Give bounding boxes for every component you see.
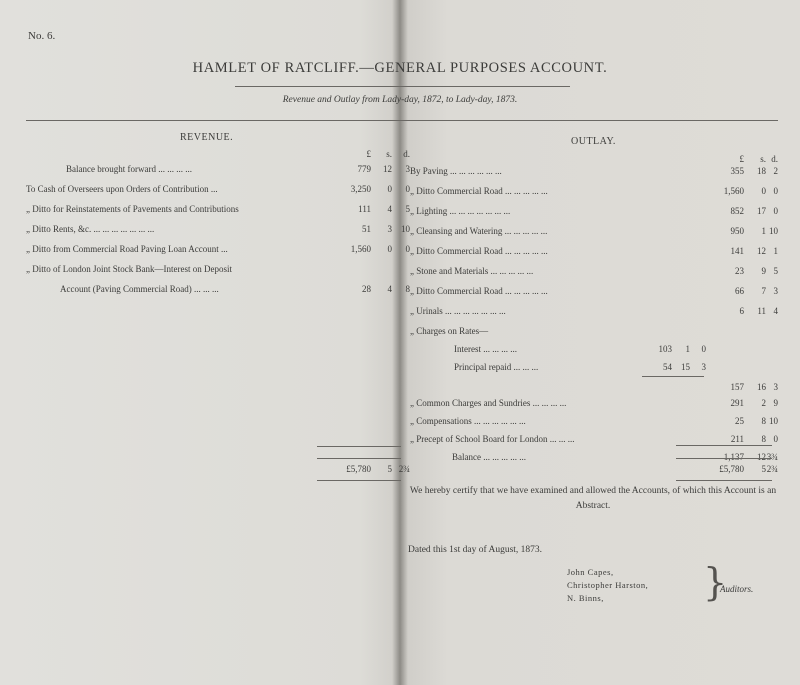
outlay-row-pence: 10 <box>769 416 778 426</box>
revenue-col-shillings: s. <box>386 149 392 159</box>
outlay-total-shillings: 5 <box>761 464 766 474</box>
outlay-total-pence: 2¾ <box>766 464 778 474</box>
outlay-row-label: „ Ditto Commercial Road ... ... ... ... ... <box>410 186 548 196</box>
outlay-row <box>408 324 778 338</box>
revenue-row-shillings: 12 <box>383 164 392 174</box>
outlay-subrow <box>408 342 778 356</box>
outlay-col-pounds: £ <box>739 154 744 164</box>
outlay-total-rule-bottom <box>676 480 772 481</box>
outlay-row-pounds: 6 <box>739 306 744 316</box>
revenue-total-pounds: £5,780 <box>346 464 371 474</box>
outlay-row-shillings: 18 <box>757 166 766 176</box>
revenue-row-label: Balance brought forward ... ... ... ... <box>66 164 192 174</box>
outlay-row <box>408 184 778 198</box>
revenue-row-pence: 0 <box>405 244 410 254</box>
revenue-row-pence: 10 <box>401 224 410 234</box>
outlay-row-shillings: 12 <box>757 246 766 256</box>
outlay-subrow-pounds: 103 <box>658 344 672 354</box>
outlay-row-pounds: 1,560 <box>723 186 744 196</box>
outlay-row-pounds: 355 <box>730 166 744 176</box>
outlay-total-rule-mid <box>676 458 772 459</box>
outlay-col-pence: d. <box>771 154 778 164</box>
revenue-row-shillings: 3 <box>387 224 392 234</box>
outlay-subrow-pence: 0 <box>701 344 706 354</box>
outlay-row-label: „ Common Charges and Sundries ... ... ... ... <box>410 398 567 408</box>
header-rule <box>26 120 778 121</box>
outlay-row-pence: 1 <box>773 246 778 256</box>
outlay-row-shillings: 7 <box>761 286 766 296</box>
outlay-row <box>408 264 778 278</box>
outlay-row-pence: 3 <box>773 286 778 296</box>
outlay-charges-total-shillings: 16 <box>757 382 766 392</box>
outlay-row-pounds: 1,137 <box>723 452 744 462</box>
revenue-total-rule-top <box>317 446 401 447</box>
subtitle: Revenue and Outlay from Lady-day, 1872, to Lady-day, 1873. <box>282 95 518 105</box>
revenue-row-pounds: 111 <box>358 204 371 214</box>
revenue-row-pounds: 779 <box>357 164 371 174</box>
outlay-row-label: „ Precept of School Board for London ... ... ... <box>410 434 575 444</box>
auditors-brace: } <box>703 560 728 604</box>
outlay-total-rule-top <box>676 445 772 446</box>
outlay-row-pence: 9 <box>773 398 778 408</box>
outlay-row-label: By Paving ... ... ... ... ... ... <box>410 166 502 176</box>
outlay-row-shillings: 11 <box>757 306 766 316</box>
revenue-total-shillings: 5 <box>387 464 392 474</box>
outlay-row-shillings: 2 <box>761 398 766 408</box>
revenue-row-label: Account (Paving Commercial Road) ... ... ... <box>60 284 219 294</box>
outlay-row <box>408 432 778 446</box>
revenue-row-pounds: 51 <box>362 224 371 234</box>
outlay-subrow-label: Interest ... ... ... ... <box>454 344 517 354</box>
revenue-row-shillings: 0 <box>387 184 392 194</box>
outlay-row-shillings: 0 <box>761 186 766 196</box>
outlay-row-pence: 0 <box>773 186 778 196</box>
revenue-row-pounds: 3,250 <box>350 184 371 194</box>
auditor-2: Christopher Harston, <box>567 580 649 590</box>
outlay-total-row <box>408 462 778 476</box>
outlay-subrow-shillings: 15 <box>681 362 690 372</box>
revenue-row-pence: 3 <box>405 164 410 174</box>
revenue-row-pounds: 1,560 <box>350 244 371 254</box>
revenue-row-label: „ Ditto Rents, &c. ... ... ... ... ... ... ... <box>26 224 155 234</box>
revenue-total-rule-bottom <box>317 480 401 481</box>
outlay-row <box>408 224 778 238</box>
revenue-row-label: To Cash of Overseers upon Orders of Contribution ... <box>26 184 218 194</box>
outlay-row-label: „ Urinals ... ... ... ... ... ... ... <box>410 306 506 316</box>
auditor-3: N. Binns, <box>567 593 604 603</box>
outlay-row-label: „ Lighting ... ... ... ... ... ... ... <box>410 206 511 216</box>
revenue-column-headers <box>26 147 410 161</box>
revenue-row <box>26 222 410 236</box>
outlay-row-pounds: 211 <box>730 434 744 444</box>
outlay-row-label: „ Ditto Commercial Road ... ... ... ... ... <box>410 246 548 256</box>
outlay-row-shillings: 17 <box>757 206 766 216</box>
outlay-row-pounds: 141 <box>730 246 744 256</box>
document-number: No. 6. <box>28 30 56 42</box>
title-rule <box>235 86 570 87</box>
outlay-heading: OUTLAY. <box>571 136 616 147</box>
outlay-row <box>408 284 778 298</box>
outlay-subrow-shillings: 1 <box>685 344 690 354</box>
outlay-row-label: „ Compensations ... ... ... ... ... ... <box>410 416 526 426</box>
outlay-charges-total <box>408 380 778 394</box>
outlay-subrow-pence: 3 <box>701 362 706 372</box>
revenue-row-pence: 0 <box>405 184 410 194</box>
auditors-label: Auditors. <box>720 584 754 594</box>
outlay-row <box>408 414 778 428</box>
outlay-row-pounds: 852 <box>730 206 744 216</box>
revenue-row-pounds: 28 <box>362 284 371 294</box>
revenue-row-pence: 5 <box>405 204 410 214</box>
outlay-row-pence: 2 <box>773 166 778 176</box>
revenue-row <box>26 242 410 256</box>
outlay-row-pence: 10 <box>769 226 778 236</box>
outlay-row-pounds: 950 <box>730 226 744 236</box>
outlay-row-label: Balance ... ... ... ... ... <box>452 452 526 462</box>
outlay-row-pounds: 23 <box>735 266 744 276</box>
outlay-charges-total-pounds: 157 <box>730 382 744 392</box>
outlay-row <box>408 164 778 178</box>
outlay-col-shillings: s. <box>760 154 766 164</box>
outlay-subrow <box>408 360 778 374</box>
outlay-charges-total-pence: 3 <box>773 382 778 392</box>
revenue-row <box>26 162 410 176</box>
outlay-row-shillings: 1 <box>761 226 766 236</box>
auditor-1: John Capes, <box>567 567 614 577</box>
revenue-row-shillings: 4 <box>387 284 392 294</box>
revenue-row <box>26 202 410 216</box>
outlay-row-pence: 4 <box>773 306 778 316</box>
outlay-row-pence: 0 <box>773 434 778 444</box>
revenue-row-label: „ Ditto from Commercial Road Paving Loan Account ... <box>26 244 228 254</box>
revenue-total-row <box>26 462 410 476</box>
outlay-row-pence: 0 <box>773 206 778 216</box>
outlay-row <box>408 304 778 318</box>
outlay-row-label: „ Stone and Materials ... ... ... ... ... <box>410 266 534 276</box>
outlay-row-pence: 5 <box>773 266 778 276</box>
revenue-heading: REVENUE. <box>180 132 234 143</box>
outlay-row <box>408 244 778 258</box>
outlay-row-shillings: 12 <box>757 452 766 462</box>
revenue-row-label: „ Ditto for Reinstatements of Pavements and Contributions <box>26 204 239 214</box>
revenue-row-label: „ Ditto of London Joint Stock Bank—Interest on Deposit <box>26 264 232 274</box>
revenue-row-shillings: 4 <box>387 204 392 214</box>
outlay-row-shillings: 8 <box>761 416 766 426</box>
outlay-row-pence: 3¾ <box>766 452 778 462</box>
outlay-row-label: „ Cleansing and Watering ... ... ... ... ... <box>410 226 548 236</box>
revenue-total-rule-mid <box>317 458 401 459</box>
outlay-row-label: „ Charges on Rates— <box>410 326 489 336</box>
certification-text: We hereby certify that we have examined and allowed the Accounts, of which this Account is an Abstract. <box>409 486 777 511</box>
outlay-row-pounds: 66 <box>735 286 744 296</box>
revenue-row <box>26 262 406 276</box>
outlay-total-pounds: £5,780 <box>719 464 744 474</box>
revenue-col-pence: d. <box>403 149 410 159</box>
outlay-row-pounds: 25 <box>735 416 744 426</box>
outlay-row-pounds: 291 <box>730 398 744 408</box>
revenue-col-pounds: £ <box>366 149 371 159</box>
outlay-row <box>408 204 778 218</box>
revenue-row-pence: 8 <box>405 284 410 294</box>
revenue-row <box>26 282 410 296</box>
outlay-subrow-label: Principal repaid ... ... ... <box>454 362 539 372</box>
outlay-row-label: „ Ditto Commercial Road ... ... ... ... ... <box>410 286 548 296</box>
outlay-row-shillings: 9 <box>761 266 766 276</box>
outlay-subrow-pounds: 54 <box>663 362 672 372</box>
outlay-row-shillings: 8 <box>761 434 766 444</box>
revenue-row-shillings: 0 <box>387 244 392 254</box>
revenue-row <box>26 182 410 196</box>
charges-subtotal-rule <box>642 376 704 377</box>
dated-line: Dated this 1st day of August, 1873. <box>408 545 543 555</box>
outlay-row <box>408 396 778 410</box>
revenue-total-pence: 2¾ <box>398 464 410 474</box>
page-title: HAMLET OF RATCLIFF.—GENERAL PURPOSES ACCOUNT. <box>192 60 608 76</box>
